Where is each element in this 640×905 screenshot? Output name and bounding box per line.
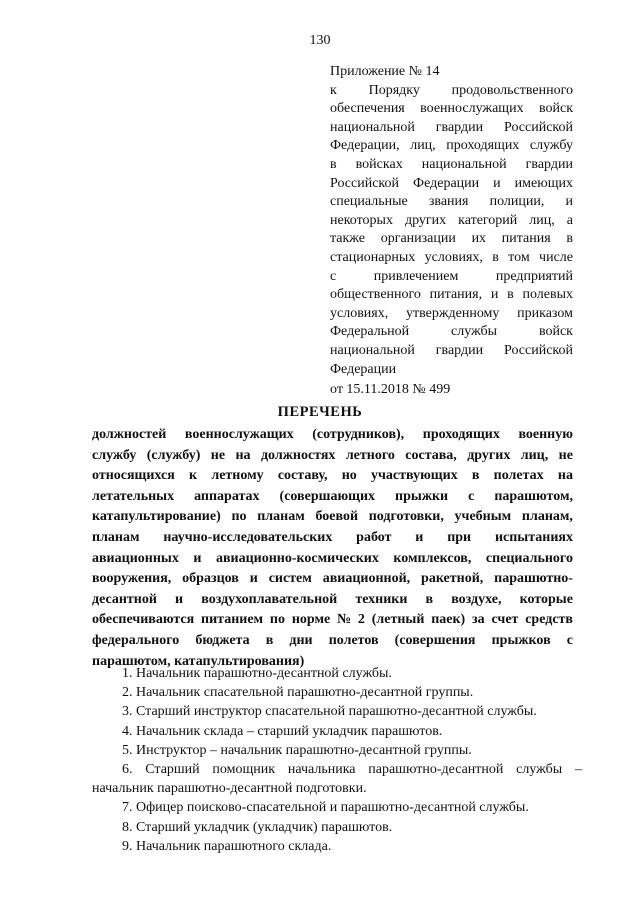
appendix-line [330, 137, 573, 156]
appendix-word: лиц, [529, 212, 555, 228]
subtitle-word: десантной [92, 591, 157, 607]
appendix-word: Российской [330, 175, 399, 191]
list-item: 5. Инструктор – начальник парашютно-десантной группы. [122, 742, 472, 758]
subtitle-word: (сотрудников), [312, 427, 405, 442]
appendix-word: полиции, [489, 194, 545, 210]
appendix-header [330, 63, 573, 400]
subtitle-word: планам, [521, 509, 573, 525]
subtitle-word: парашютом, [494, 488, 573, 504]
subtitle-word: работ [356, 529, 392, 545]
appendix-line [330, 156, 573, 175]
appendix-word: и [565, 194, 573, 210]
subtitle-line [92, 590, 573, 611]
subtitle-word: паек) [431, 612, 466, 628]
subtitle-word: но [341, 468, 357, 484]
appendix-line [330, 119, 573, 138]
subtitle-word: (службу) [146, 447, 201, 463]
subtitle-word: других [467, 447, 511, 463]
subtitle-word: учебным [454, 509, 512, 525]
appendix-word: службы [451, 324, 498, 340]
subtitle-line [92, 466, 573, 487]
subtitle-word: на [235, 447, 251, 463]
appendix-word: приказом [517, 305, 573, 321]
subtitle-word: в [471, 468, 480, 484]
positions-list [92, 664, 582, 856]
list-item-continuation: начальник парашютно-десантной подготовки. [92, 781, 367, 797]
subtitle-word: и [193, 550, 202, 566]
subtitle-word: норме [291, 612, 331, 628]
subtitle-word: относящихся [92, 468, 175, 484]
appendix-word: общественного [330, 287, 421, 303]
appendix-line [330, 193, 573, 212]
appendix-line [330, 100, 573, 119]
appendix-word: и [493, 175, 501, 191]
subtitle-word: службу [92, 447, 137, 463]
appendix-word: условиях, [424, 249, 483, 265]
appendix-word: Федерации [413, 175, 480, 191]
subtitle-word: по [269, 612, 285, 628]
subtitle-word: лиц, [520, 447, 549, 463]
document-subtitle [92, 425, 573, 672]
appendix-word: условиях, [330, 305, 389, 321]
subtitle-word: проходящих [422, 427, 500, 442]
appendix-word: войсках [355, 156, 403, 172]
subtitle-word: прыжков [491, 632, 551, 648]
appendix-word: национальной [330, 342, 415, 358]
subtitle-word: военную [518, 427, 573, 442]
appendix-line [330, 342, 573, 361]
subtitle-word: и [249, 571, 258, 587]
subtitle-word: счет [491, 612, 519, 628]
appendix-word: некоторых [330, 212, 393, 228]
list-item-word: – [574, 762, 582, 778]
appendix-word: службу [529, 138, 573, 154]
appendix-title: Приложение № 14 [330, 64, 440, 79]
appendix-word: национальной [330, 119, 415, 135]
subtitle-word: не [210, 447, 226, 463]
subtitle-word: (совершения [394, 632, 476, 648]
subtitle-word: научно-исследовательских [163, 529, 333, 545]
subtitle-word: средств [525, 612, 573, 628]
appendix-word: Российской [504, 119, 573, 135]
appendix-line [330, 305, 573, 324]
subtitle-word: аппаратах [194, 488, 260, 504]
subtitle-word: обеспечиваются [92, 612, 195, 628]
subtitle-word: (летный [371, 612, 425, 628]
subtitle-word: прыжки [395, 488, 449, 504]
subtitle-word: планам [257, 509, 305, 525]
subtitle-word: состава, [405, 447, 457, 463]
subtitle-line [92, 549, 573, 570]
appendix-line [330, 82, 573, 101]
subtitle-line [92, 610, 573, 631]
subtitle-word: и [175, 591, 184, 607]
subtitle-word: техники [355, 591, 408, 607]
list-item: 3. Старший инструктор спасательной парашютно-десантной службы. [122, 704, 537, 720]
subtitle-line [92, 507, 573, 528]
appendix-word: Федерации, [330, 138, 400, 154]
subtitle-word: в [425, 591, 434, 607]
appendix-word: том [508, 249, 530, 265]
appendix-line [330, 268, 573, 287]
appendix-word: Федерации [330, 361, 397, 377]
subtitle-word: полетов [328, 632, 379, 648]
appendix-word: привлечением [373, 268, 459, 284]
appendix-word: войск [538, 101, 573, 117]
appendix-word: гвардии [525, 156, 573, 172]
subtitle-word: к [189, 468, 198, 484]
list-item-word: начальника [287, 762, 356, 778]
subtitle-word: подготовки, [368, 509, 444, 525]
appendix-line [330, 175, 573, 194]
appendix-word: Федеральной [330, 324, 410, 340]
subtitle-word: образцов [182, 571, 239, 587]
appendix-word: категорий [458, 212, 518, 228]
appendix-word: в [492, 249, 499, 265]
appendix-word: войск [538, 324, 573, 340]
list-item-word: 6. [122, 762, 133, 778]
subtitle-word: ракетной, [421, 571, 484, 587]
subtitle-word: полетах [493, 468, 544, 484]
list-item: 8. Старший укладчик (укладчик) парашютов. [122, 819, 393, 835]
appendix-word: и [490, 287, 499, 303]
subtitle-word: испытаниях [494, 529, 573, 545]
appendix-word: в [566, 231, 573, 247]
appendix-line [330, 323, 573, 342]
subtitle-word: бюджета [195, 632, 250, 648]
subtitle-word: авиационно-космических [215, 550, 379, 566]
subtitle-word: боевой [315, 509, 359, 525]
appendix-word: полевых [522, 287, 573, 303]
subtitle-word: № [337, 612, 352, 628]
subtitle-line [92, 528, 573, 549]
subtitle-word: летного [345, 447, 395, 463]
appendix-word: к [330, 82, 337, 98]
subtitle-word: систем [268, 571, 312, 587]
appendix-word: гвардии [435, 342, 484, 358]
appendix-word: лиц, [410, 138, 436, 154]
subtitle-word: летному [211, 468, 264, 484]
subtitle-word: не [558, 447, 573, 463]
appendix-line [330, 286, 573, 305]
subtitle-word: парашютно- [494, 571, 573, 587]
subtitle-line [92, 569, 573, 590]
subtitle-word: участвующих [371, 468, 458, 484]
appendix-word: гвардии [435, 119, 484, 135]
subtitle-line [92, 631, 573, 652]
appendix-word: других [404, 212, 447, 228]
subtitle-word: должностях [260, 447, 336, 463]
subtitle-word: планам [92, 529, 140, 545]
document-title: ПЕРЕЧЕНЬ [277, 404, 363, 420]
appendix-word: Порядку [368, 82, 420, 98]
appendix-word: организации [380, 231, 456, 247]
appendix-word: звания [428, 194, 469, 210]
subtitle-line [92, 446, 573, 467]
appendix-date: от 15.11.2018 № 499 [330, 382, 451, 398]
subtitle-word: в [265, 632, 274, 648]
appendix-word: военнослужащих [420, 101, 524, 117]
appendix-word: питания [501, 231, 551, 247]
appendix-word: в [507, 287, 514, 303]
subtitle-line [92, 425, 573, 446]
appendix-word: имеющих [514, 175, 573, 191]
appendix-word: в [330, 156, 337, 172]
appendix-word: обеспечения [330, 101, 405, 117]
subtitle-word: 2 [357, 612, 365, 628]
appendix-word: также [330, 231, 366, 247]
subtitle-word: и [415, 529, 424, 545]
appendix-word: утвержденному [405, 305, 500, 321]
list-item [92, 760, 582, 779]
appendix-word: специальные [330, 194, 408, 210]
subtitle-word: при [447, 529, 472, 545]
appendix-word: предприятий [495, 268, 573, 284]
appendix-word: их [471, 231, 487, 247]
list-item: 4. Начальник склада – старший укладчик парашютов. [122, 723, 443, 739]
subtitle-word: авиационных [92, 550, 179, 566]
subtitle-line: парашютом, катапультирования) [92, 653, 305, 669]
subtitle-word: воздухе, [451, 591, 502, 607]
list-item-word: помощник [212, 762, 276, 778]
list-item-word: Старший [145, 762, 200, 778]
list-item: 1. Начальник парашютно-десантной службы. [122, 666, 392, 681]
list-item: 7. Офицер поисково-спасательной и парашютно-десантной службы. [122, 800, 529, 816]
subtitle-word: (совершающих [279, 488, 376, 504]
subtitle-word: специального [485, 550, 573, 566]
subtitle-word: составу, [277, 468, 328, 484]
appendix-word: числе [539, 249, 573, 265]
subtitle-word: авиационной, [322, 571, 411, 587]
appendix-text [330, 82, 573, 380]
list-item: 9. Начальник парашютного склада. [122, 838, 332, 854]
subtitle-word: по [231, 509, 247, 525]
appendix-word: проходящих [446, 138, 520, 154]
subtitle-line [92, 487, 573, 508]
appendix-word: Российской [504, 342, 573, 358]
subtitle-word: питанием [201, 612, 264, 628]
subtitle-word: на [557, 468, 573, 484]
subtitle-word: катапультирование) [92, 509, 221, 525]
subtitle-word: с [468, 488, 475, 504]
subtitle-word: дни [289, 632, 313, 648]
subtitle-word: должностей [92, 427, 167, 442]
subtitle-word: за [472, 612, 485, 628]
appendix-word: национальной [421, 156, 507, 172]
subtitle-word: воздухоплавательной [201, 591, 338, 607]
appendix-line [330, 249, 573, 268]
appendix-word: с [330, 268, 337, 284]
subtitle-word: военнослужащих [184, 427, 294, 442]
subtitle-word: летательных [92, 488, 175, 504]
list-item-word: службы [516, 762, 563, 778]
page-number: 130 [309, 33, 331, 48]
subtitle-word: вооружения, [92, 571, 172, 587]
appendix-line [330, 230, 573, 249]
appendix-line [330, 361, 573, 380]
subtitle-word: федерального [92, 632, 180, 648]
list-item: 2. Начальник спасательной парашютно-десантной группы. [122, 685, 474, 701]
subtitle-word: комплексов, [393, 550, 472, 566]
appendix-line [330, 212, 573, 231]
subtitle-word: с [566, 632, 573, 648]
appendix-word: стационарных [330, 249, 416, 265]
subtitle-word: которые [519, 591, 573, 607]
list-item-word: парашютно-десантной [368, 762, 504, 778]
appendix-word: а [566, 212, 573, 228]
appendix-word: питания, [429, 287, 483, 303]
appendix-word: продовольственного [451, 82, 573, 98]
